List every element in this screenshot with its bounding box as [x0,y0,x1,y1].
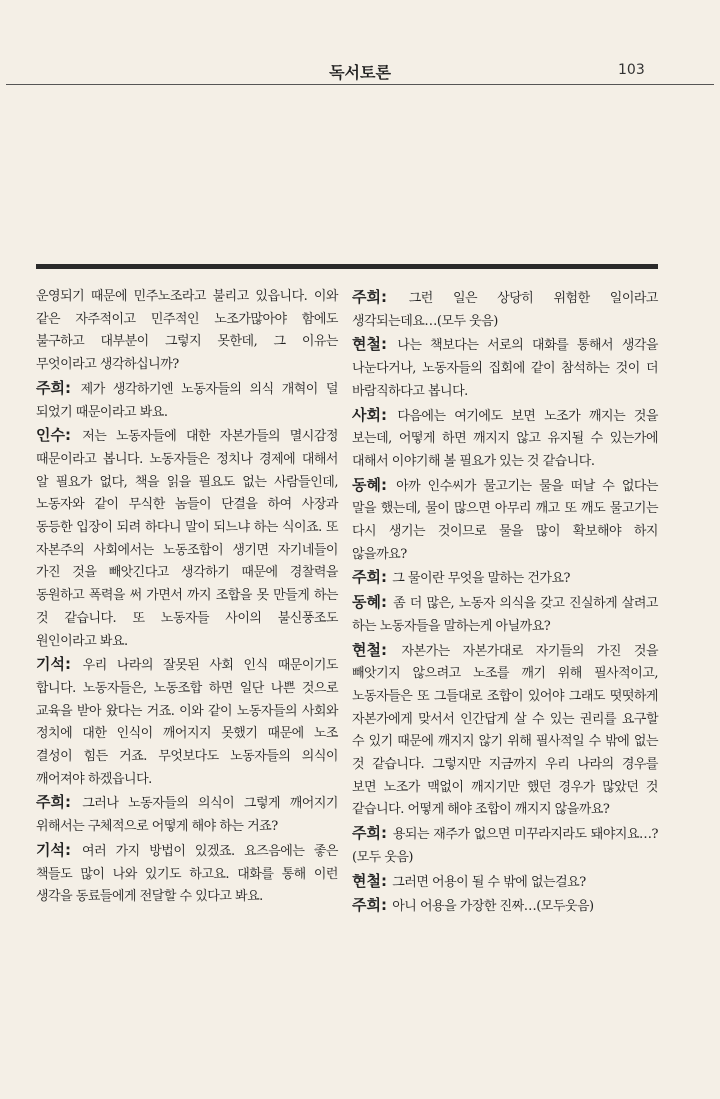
dialogue-paragraph: 기석: 여러 가지 방법이 있겠죠. 요즈음에는 좋은 책들도 많이 나와 있기도 하고요. 대화를 통해 이런 생각을 동료들에게 전달할 수 있다고 봐요. [36,840,338,905]
speaker-name: 주희 [352,568,381,587]
speaker-name: 주희 [36,793,65,812]
speaker-name: 현철 [352,335,381,354]
speaker-name: 주희 [352,824,381,843]
dialogue-paragraph: 인수: 저는 노동자들에 대한 자본가들의 멸시감정 때문이라고 봅니다. 노동자들은 정치나 경제에 대해서 알 필요가 없다, 책을 읽을 필요도 없는 사람들인데, 노동자와 같이 무식한 놈들이 단결을 하여 사장과 동등한 입장이 되려 하다니 말이 되느냐 하는 식이죠. 또 자본주의 사회에서는 노동조합이 생기면 자기네들이 가진 것을 빼앗긴다고 생각하기 때문에 경찰력을 동원하고 폭력을 써 가면서 까지 조합을 못 만들게 하는 것 같습니다. 또 노동자들 사이의 불신풍조도 원인이라고 봐요. [36,426,338,649]
right-column [352,286,658,919]
dialogue-paragraph: 주희: 그 물이란 무엇을 말하는 건가요? [352,568,570,587]
dialogue-text: 우리 나라의 잘못된 사회 인식 때문이기도 합니다. 노동자들은, 노동조합 하면 일단 나쁜 것으로 교육을 받아 왔다는 거죠. 이와 같이 노동자들의 사회와 정치에 대한 인식이 깨어지지 못했기 때문에 노조 결성이 힘든 거죠. 무엇보다도 노동자들의 의식이 깨어져야 하겠읍니다. [36,658,338,787]
section-title: 독서토론 [329,63,391,82]
dialogue-paragraph: 동혜: 아까 인수씨가 물고기는 물을 떠날 수 없다는 말을 했는데, 물이 많으면 아무리 깨고 또 깨도 물고기는 다시 생기는 것이므로 물을 많이 확보해야 하지 않을까요? [352,475,658,562]
page-number: 103 [618,62,645,78]
dialogue-text: 그러면 어용이 될 수 밖에 없는걸요? [392,874,586,890]
dialogue-text: 용되는 재주가 없으면 미꾸라지라도 돼야지요…?(모두 웃음) [352,827,658,865]
dialogue-paragraph [36,286,338,377]
dialogue-paragraph: 주희: 용되는 재주가 없으면 미꾸라지라도 돼야지요…?(모두 웃음) [352,824,658,865]
dialogue-paragraph: 주희: 아니 어용을 가장한 진짜…(모두웃음) [352,896,594,915]
dialogue-text: 그런 일은 상당히 위험한 일이라고 생각되는데요…(모두 웃음) [352,291,658,329]
speaker-name: 현철 [352,640,381,659]
speaker-name: 현철 [352,871,381,890]
dialogue-text: 제가 생각하기엔 노동자들의 의식 개혁이 덜 되었기 때문이라고 봐요. [36,381,338,420]
dialogue-text: 좀 더 많은, 노동자 의식을 갖고 진실하게 살려고 하는 노동자들을 말하는게 아닐까요? [352,596,658,634]
speaker-name: 주희 [352,288,381,306]
speaker-name: 인수 [36,426,65,445]
dialogue-text: 그러나 노동자들의 의식이 그렇게 깨어지기 위해서는 구체적으로 어떻게 해야 하는 거죠? [36,796,338,835]
speaker-name: 주희 [352,896,381,915]
dialogue-text: 다음에는 여기에도 보면 노조가 깨지는 것을 보는데, 어떻게 하면 깨지지 않고 유지될 수 있는가에 대해서 이야기해 볼 필요가 있는 것 같습니다. [352,408,658,469]
dialogue-text: 운영되기 때문에 민주노조라고 불리고 있읍니다. 이와 같은 자주적이고 민주적인 노조가많아야 함에도 불구하고 대부분이 그렇지 못한데, 그 이유는 무엇이라고 생각하십니까? [36,289,338,373]
dialogue-paragraph: 현철: 나는 책보다는 서로의 대화를 통해서 생각을 나눈다거나, 노동자들의 집회에 같이 참석하는 것이 더 바람직하다고 봅니다. [352,335,658,399]
dialogue-paragraph: 기석: 우리 나라의 잘못된 사회 인식 때문이기도 합니다. 노동자들은, 노동조합 하면 일단 나쁜 것으로 교육을 받아 왔다는 거죠. 이와 같이 노동자들의 사회와 정치에 대한 인식이 깨어지지 못했기 때문에 노조 결성이 힘든 거죠. 무엇보다도 노동자들의 의식이 깨어져야 하겠읍니다. [36,655,338,787]
dialogue-text: 아니 어용을 가장한 진짜…(모두웃음) [392,899,594,915]
article-top-rule [36,264,658,269]
speaker-name: 주희 [36,378,65,397]
dialogue-paragraph: 현철: 그러면 어용이 될 수 밖에 없는걸요? [352,871,586,890]
speaker-name: 동혜 [352,475,381,494]
dialogue-text: 여러 가지 방법이 있겠죠. 요즈음에는 좋은 책들도 많이 나와 있기도 하고요. 대화를 통해 이런 생각을 동료들에게 전달할 수 있다고 봐요. [36,843,338,905]
dialogue-paragraph: 동혜: 좀 더 많은, 노동자 의식을 갖고 진실하게 살려고 하는 노동자들을 말하는게 아닐까요? [352,593,658,634]
speaker-name: 사회 [352,405,381,424]
dialogue-paragraph: 주희: 그런 일은 상당히 위험한 일이라고 생각되는데요…(모두 웃음) [352,288,658,329]
left-column [36,286,338,909]
dialogue-text: 그 물이란 무엇을 말하는 건가요? [392,571,570,587]
dialogue-paragraph: 주희: 제가 생각하기엔 노동자들의 의식 개혁이 덜 되었기 때문이라고 봐요. [36,378,338,420]
dialogue-text: 아까 인수씨가 물고기는 물을 떠날 수 없다는 말을 했는데, 물이 많으면 아무리 깨고 또 깨도 물고기는 다시 생기는 것이므로 물을 많이 확보해야 하지 않을까요? [352,478,658,562]
dialogue-paragraph: 사회: 다음에는 여기에도 보면 노조가 깨지는 것을 보는데, 어떻게 하면 깨지지 않고 유지될 수 있는가에 대해서 이야기해 볼 필요가 있는 것 같습니다. [352,405,658,469]
speaker-name: 동혜 [352,593,381,612]
dialogue-text: 자본가는 자본가대로 자기들의 가진 것을 빼앗기지 않으려고 노조를 깨기 위해 필사적이고, 노동자들은 또 그들대로 조합이 있어야 그래도 떳떳하게 자본가에게 맞서서 인간답게 살 수 있는 권리를 요구할 수 있기 때문에 깨지지 않기 위해 필사적일 수 밖에 없는 것 같습니다. 그렇지만 지금까지 우리 나라의 경우를 보면 노조가 맥없이 깨지기만 했던 경우가 많았던 것 같습니다. 어떻게 해야 조합이 깨지지 않을까요? [352,643,658,818]
speaker-name: 기석 [36,655,65,674]
dialogue-text: 나는 책보다는 서로의 대화를 통해서 생각을 나눈다거나, 노동자들의 집회에 같이 참석하는 것이 더 바람직하다고 봅니다. [352,338,658,399]
dialogue-paragraph: 주희: 그러나 노동자들의 의식이 그렇게 깨어지기 위해서는 구체적으로 어떻게 해야 하는 거죠? [36,793,338,835]
header-divider [6,84,714,85]
dialogue-text: 저는 노동자들에 대한 자본가들의 멸시감정 때문이라고 봅니다. 노동자들은 정치나 경제에 대해서 알 필요가 없다, 책을 읽을 필요도 없는 사람들인데, 노동자와 같이 무식한 놈들이 단결을 하여 사장과 동등한 입장이 되려 하다니 말이 되느냐 하는 식이죠. 또 자본주의 사회에서는 노동조합이 생기면 자기네들이 가진 것을 빼앗긴다고 생각하기 때문에 경찰력을 동원하고 폭력을 써 가면서 까지 조합을 못 만들게 하는 것 같습니다. 또 노동자들 사이의 불신풍조도 원인이라고 봐요. [36,429,338,649]
dialogue-paragraph: 현철: 자본가는 자본가대로 자기들의 가진 것을 빼앗기지 않으려고 노조를 깨기 위해 필사적이고, 노동자들은 또 그들대로 조합이 있어야 그래도 떳떳하게 자본가에게 맞서서 인간답게 살 수 있는 권리를 요구할 수 있기 때문에 깨지지 않기 위해 필사적일 수 밖에 없는 것 같습니다. 그렇지만 지금까지 우리 나라의 경우를 보면 노조가 맥없이 깨지기만 했던 경우가 많았던 것 같습니다. 어떻게 해야 조합이 깨지지 않을까요? [352,640,658,818]
speaker-name: 기석 [36,840,65,859]
